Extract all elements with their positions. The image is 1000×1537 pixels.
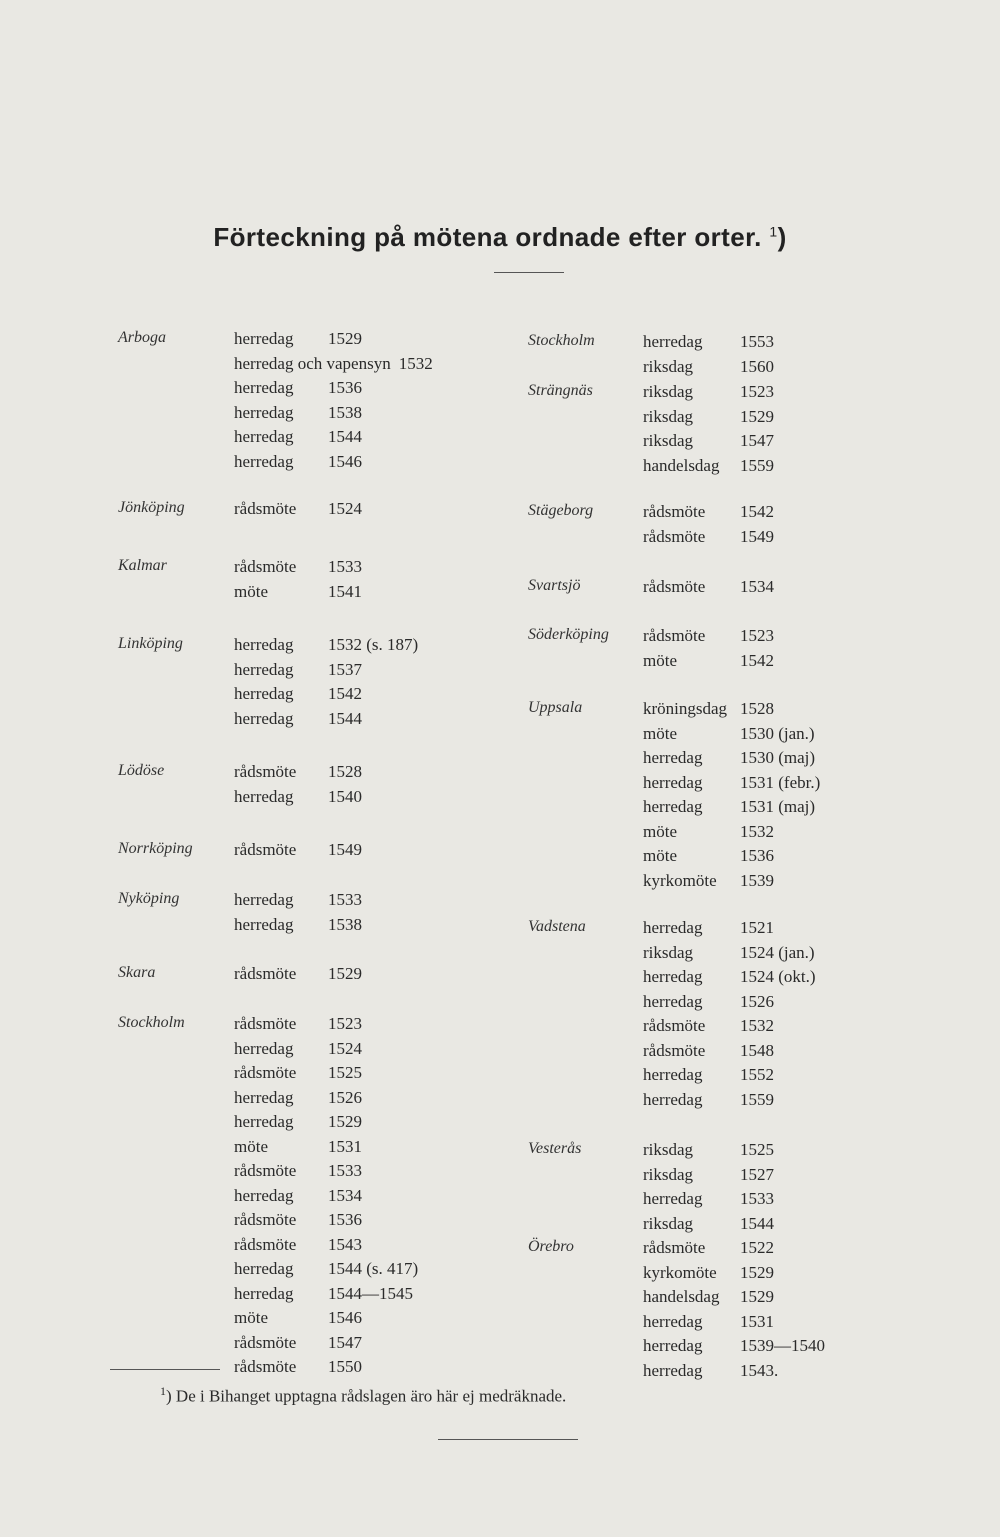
title-footnote-marker: 1 [769, 223, 778, 240]
meeting-entry [234, 1037, 362, 1061]
meeting-entry [234, 1282, 413, 1306]
meeting-year: 1538 [328, 914, 362, 934]
meeting-type: riksdag [643, 431, 694, 450]
meeting-type: herredag [643, 748, 703, 767]
meeting-type: herredag [234, 786, 294, 806]
meeting-year: 1546 [328, 1308, 362, 1327]
meeting-entry [643, 1261, 774, 1285]
meeting-entry [234, 785, 362, 809]
meeting-entry [643, 1088, 774, 1112]
meeting-type: herredag [643, 1360, 703, 1380]
meeting-entry [234, 1184, 362, 1208]
footnote-marker: 1 [160, 1384, 166, 1398]
place-name-soderkoping: Söderköping [528, 626, 609, 643]
place-name-svartsjo: Svartsjö [528, 577, 581, 594]
meeting-type: herredag [234, 378, 294, 397]
footnote-text: De i Bihanget upptagna rådslagen äro här ej medräknade. [175, 1386, 567, 1406]
meeting-entry [643, 380, 774, 404]
meeting-entry [643, 575, 774, 599]
meeting-year: 1524 (jan.) [740, 942, 815, 962]
meeting-type: herredag [234, 451, 294, 471]
meeting-type: riksdag [643, 382, 694, 401]
meeting-year: 1532 (s. 187) [328, 635, 419, 654]
meeting-entry [234, 1012, 362, 1036]
meeting-year: 1537 [328, 659, 362, 679]
meeting-entry [234, 1208, 362, 1232]
meeting-type: riksdag [643, 406, 694, 426]
meeting-type: kyrkomöte [643, 870, 717, 890]
place-name-stockholm: Stockholm [118, 1014, 185, 1031]
place-name-jonkoping: Jönköping [118, 499, 185, 516]
meeting-entry [234, 760, 362, 784]
meeting-year: 1534 [740, 577, 774, 596]
meeting-year: 1544—1545 [328, 1283, 413, 1303]
meeting-year: 1525 [328, 1063, 362, 1082]
meeting-year: 1553 [740, 332, 774, 351]
meeting-type: möte [234, 1136, 268, 1156]
meeting-type: möte [643, 821, 677, 841]
meeting-type: herredag [643, 1336, 703, 1355]
meeting-year: 1531 [740, 1311, 774, 1331]
meeting-entry [234, 1233, 362, 1257]
meeting-type: riksdag [643, 942, 694, 962]
place-name-uppsala: Uppsala [528, 699, 583, 716]
meeting-year: 1529 [740, 406, 774, 426]
meeting-year: 1533 [328, 1161, 362, 1180]
meeting-year: 1524 [328, 499, 362, 518]
meeting-entry [234, 1331, 362, 1355]
meeting-type: herredag [643, 1089, 703, 1109]
meeting-type: herredag och vapensyn [234, 353, 391, 373]
title-divider [494, 272, 564, 273]
meeting-year: 1549 [328, 840, 362, 859]
meeting-type: herredag [234, 1087, 294, 1107]
meeting-entry [234, 352, 433, 376]
meeting-type: handelsdag [643, 1287, 720, 1306]
meeting-type: herredag [234, 684, 294, 703]
place-name-orebro: Örebro [528, 1238, 574, 1255]
place-name-vadstena: Vadstena [528, 918, 586, 935]
meeting-type: herredag [643, 918, 703, 937]
meeting-year: 1552 [740, 1065, 774, 1084]
meeting-year: 1528 [328, 762, 362, 781]
meeting-type: herredag [643, 967, 703, 986]
place-name-linkoping: Linköping [118, 635, 183, 652]
meeting-type: herredag [234, 1283, 294, 1303]
place-name-vesteras: Vesterås [528, 1140, 582, 1157]
meeting-entry [234, 376, 362, 400]
end-divider [438, 1439, 578, 1440]
meeting-entry [643, 525, 774, 549]
meeting-year: 1531 [328, 1136, 362, 1156]
meeting-entry [234, 580, 362, 604]
meeting-year: 1544 [328, 427, 362, 446]
meeting-entry [643, 1236, 774, 1260]
place-name-strangnas: Strängnäs [528, 382, 593, 399]
meeting-year: 1538 [328, 402, 362, 422]
meeting-year: 1524 [328, 1038, 362, 1058]
meeting-type: rådsmöte [234, 762, 297, 781]
meeting-type: möte [643, 846, 677, 865]
meeting-year: 1523 [740, 626, 774, 645]
meeting-entry [234, 633, 419, 657]
meeting-type: herredag [234, 708, 294, 728]
meeting-type: herredag [234, 659, 294, 679]
meeting-type: herredag [234, 1259, 294, 1278]
meeting-year: 1559 [740, 1089, 774, 1109]
meeting-type: herredag [234, 914, 294, 934]
meeting-entry [643, 746, 816, 770]
meeting-type: handelsdag [643, 455, 720, 475]
meeting-type: riksdag [643, 356, 694, 376]
footnote: $^1$) De i Bihanget upptagna rådslagen äro här ej medräknade. [160, 1384, 567, 1406]
meeting-entry [234, 658, 362, 682]
meeting-year: 1532 [740, 1016, 774, 1035]
place-name-stockholm: Stockholm [528, 332, 595, 349]
meeting-year: 1533 [740, 1189, 774, 1208]
title-text: Förteckning på mötena ordnade efter orter. [213, 222, 762, 252]
meeting-entry [643, 965, 816, 989]
meeting-entry [643, 330, 774, 354]
meeting-entry [643, 405, 774, 429]
meeting-type: rådsmöte [234, 1161, 297, 1180]
meeting-entry [234, 913, 362, 937]
meeting-entry [643, 820, 774, 844]
meeting-entry [234, 682, 362, 706]
meeting-entry [234, 838, 362, 862]
meeting-type: rådsmöte [234, 557, 297, 576]
meeting-type: riksdag [643, 1164, 694, 1184]
meeting-year: 1549 [740, 526, 774, 546]
meeting-year: 1532 [398, 353, 433, 373]
meeting-type: herredag [643, 1311, 703, 1331]
meeting-year: 1528 [740, 699, 774, 718]
meeting-entry [643, 771, 821, 795]
meeting-type: rådsmöte [234, 840, 297, 859]
meeting-entry [234, 707, 362, 731]
place-name-skara: Skara [118, 964, 156, 981]
meeting-entry [643, 1212, 774, 1236]
meeting-type: herredag [234, 329, 294, 348]
meeting-year: 1527 [740, 1164, 774, 1184]
meeting-year: 1523 [740, 382, 774, 401]
meeting-year: 1533 [328, 890, 362, 909]
meeting-year: 1547 [740, 431, 774, 450]
place-name-stageborg: Stägeborg [528, 502, 594, 519]
meeting-year: 1526 [740, 991, 774, 1011]
meeting-year: 1539 [740, 870, 774, 890]
meeting-year: 1532 [740, 821, 774, 841]
meeting-type: herredag [643, 332, 703, 351]
meeting-type: rådsmöte [234, 964, 297, 983]
meeting-entry [643, 869, 774, 893]
meeting-year: 1530 (maj) [740, 748, 816, 767]
meeting-type: möte [234, 581, 268, 601]
footnote-divider [110, 1369, 220, 1370]
meeting-type: rådsmöte [643, 502, 706, 521]
meeting-entry [643, 1138, 774, 1162]
meeting-year: 1548 [740, 1040, 774, 1060]
meeting-year: 1529 [740, 1287, 774, 1306]
meeting-type: herredag [643, 797, 703, 816]
meeting-entry [643, 1039, 774, 1063]
meeting-type: kyrkomöte [643, 1262, 717, 1282]
meeting-year: 1531 (maj) [740, 797, 816, 816]
meeting-type: rådsmöte [643, 577, 706, 596]
meeting-entry [643, 500, 774, 524]
place-name-lodose: Lödöse [118, 762, 165, 779]
meeting-year: 1529 [328, 329, 362, 348]
meeting-entry [234, 1355, 362, 1379]
meeting-type: rådsmöte [234, 499, 297, 518]
meeting-entry [234, 401, 362, 425]
meeting-type: rådsmöte [234, 1234, 297, 1254]
meeting-year: 1542 [328, 684, 362, 703]
meeting-entry [234, 1306, 362, 1330]
meeting-year: 1550 [328, 1357, 362, 1376]
meeting-type: rådsmöte [234, 1063, 297, 1082]
meeting-entry [643, 1063, 774, 1087]
meeting-entry [643, 1334, 825, 1358]
meeting-type: herredag [643, 1189, 703, 1208]
meeting-entry [234, 888, 362, 912]
meeting-entry [643, 1187, 774, 1211]
meeting-type: rådsmöte [234, 1210, 297, 1229]
meeting-type: kröningsdag [643, 699, 728, 718]
meeting-type: rådsmöte [643, 626, 706, 645]
place-name-norrkoping: Norrköping [118, 840, 193, 857]
meeting-year: 1541 [328, 581, 362, 601]
meeting-type: rådsmöte [234, 1357, 297, 1376]
meeting-type: möte [234, 1308, 268, 1327]
meeting-entry [643, 355, 774, 379]
meeting-type: herredag [643, 772, 703, 792]
meeting-type: riksdag [643, 1213, 694, 1233]
meeting-year: 1536 [328, 378, 362, 397]
meeting-entry [234, 1135, 362, 1159]
meeting-type: herredag [234, 890, 294, 909]
meeting-type: herredag [643, 1065, 703, 1084]
meeting-type: rådsmöte [234, 1014, 297, 1033]
meeting-entry [234, 1086, 362, 1110]
meeting-year: 1536 [328, 1210, 362, 1229]
meeting-type: rådsmöte [643, 1238, 706, 1257]
meeting-entry [234, 962, 362, 986]
meeting-year: 1524 (okt.) [740, 967, 816, 986]
meeting-type: rådsmöte [643, 526, 706, 546]
meeting-year: 1529 [740, 1262, 774, 1282]
meeting-year: 1543. [740, 1360, 779, 1380]
meeting-entry [234, 497, 362, 521]
meeting-entry [643, 722, 815, 746]
place-name-arboga: Arboga [118, 329, 166, 346]
meeting-entry [234, 450, 362, 474]
meeting-entry [234, 1257, 419, 1281]
meeting-entry [643, 1014, 774, 1038]
meeting-type: rådsmöte [643, 1016, 706, 1035]
meeting-year: 1529 [328, 964, 362, 983]
meeting-entry [643, 916, 774, 940]
meeting-year: 1533 [328, 557, 362, 576]
meeting-year: 1560 [740, 356, 774, 376]
page-title: Förteckning på mötena ordnade efter orter. $^1$) [213, 222, 787, 252]
meeting-entry [643, 1163, 774, 1187]
meeting-year: 1521 [740, 918, 774, 937]
meeting-year: 1522 [740, 1238, 774, 1257]
meeting-year: 1544 [328, 708, 362, 728]
meeting-entry [643, 429, 774, 453]
meeting-entry [643, 795, 816, 819]
meeting-type: möte [643, 723, 677, 743]
meeting-type: riksdag [643, 1140, 694, 1159]
meeting-year: 1536 [740, 846, 774, 865]
meeting-entry [643, 1285, 774, 1309]
meeting-type: rådsmöte [234, 1332, 297, 1352]
meeting-entry [643, 454, 774, 478]
meeting-entry [643, 990, 774, 1014]
meeting-type: herredag [234, 1185, 294, 1205]
meeting-type: möte [643, 650, 677, 670]
meeting-year: 1546 [328, 451, 362, 471]
meeting-year: 1542 [740, 502, 774, 521]
meeting-year: 1523 [328, 1014, 362, 1033]
place-name-kalmar: Kalmar [118, 557, 167, 574]
meeting-type: herredag [234, 1112, 294, 1131]
meeting-entry [643, 844, 774, 868]
meeting-type: herredag [234, 635, 294, 654]
meeting-entry [643, 697, 774, 721]
meeting-year: 1544 [740, 1213, 774, 1233]
meeting-year: 1525 [740, 1140, 774, 1159]
meeting-year: 1529 [328, 1112, 362, 1131]
meeting-year: 1534 [328, 1185, 362, 1205]
meeting-year: 1547 [328, 1332, 362, 1352]
meeting-year: 1530 (jan.) [740, 723, 815, 743]
meeting-entry [234, 1159, 362, 1183]
meeting-type: herredag [643, 991, 703, 1011]
meeting-year: 1540 [328, 786, 362, 806]
meeting-type: herredag [234, 1038, 294, 1058]
meeting-entry [234, 555, 362, 579]
meeting-year: 1543 [328, 1234, 362, 1254]
meeting-year: 1542 [740, 650, 774, 670]
meeting-entry [234, 1110, 362, 1134]
meeting-entry [643, 624, 774, 648]
meeting-year: 1539—1540 [740, 1336, 825, 1355]
meeting-year: 1559 [740, 455, 774, 475]
place-name-nykoping: Nyköping [118, 890, 180, 907]
meeting-entry [234, 425, 362, 449]
meeting-type: herredag [234, 402, 294, 422]
meeting-entry [643, 1310, 774, 1334]
meeting-year: 1531 (febr.) [740, 772, 821, 792]
meeting-entry [234, 327, 362, 351]
meeting-year: 1544 (s. 417) [328, 1259, 419, 1278]
meeting-entry [643, 941, 815, 965]
meeting-entry [643, 1359, 779, 1383]
meeting-entry [234, 1061, 362, 1085]
meeting-type: herredag [234, 427, 294, 446]
meeting-year: 1526 [328, 1087, 362, 1107]
meeting-entry [643, 649, 774, 673]
meeting-type: rådsmöte [643, 1040, 706, 1060]
